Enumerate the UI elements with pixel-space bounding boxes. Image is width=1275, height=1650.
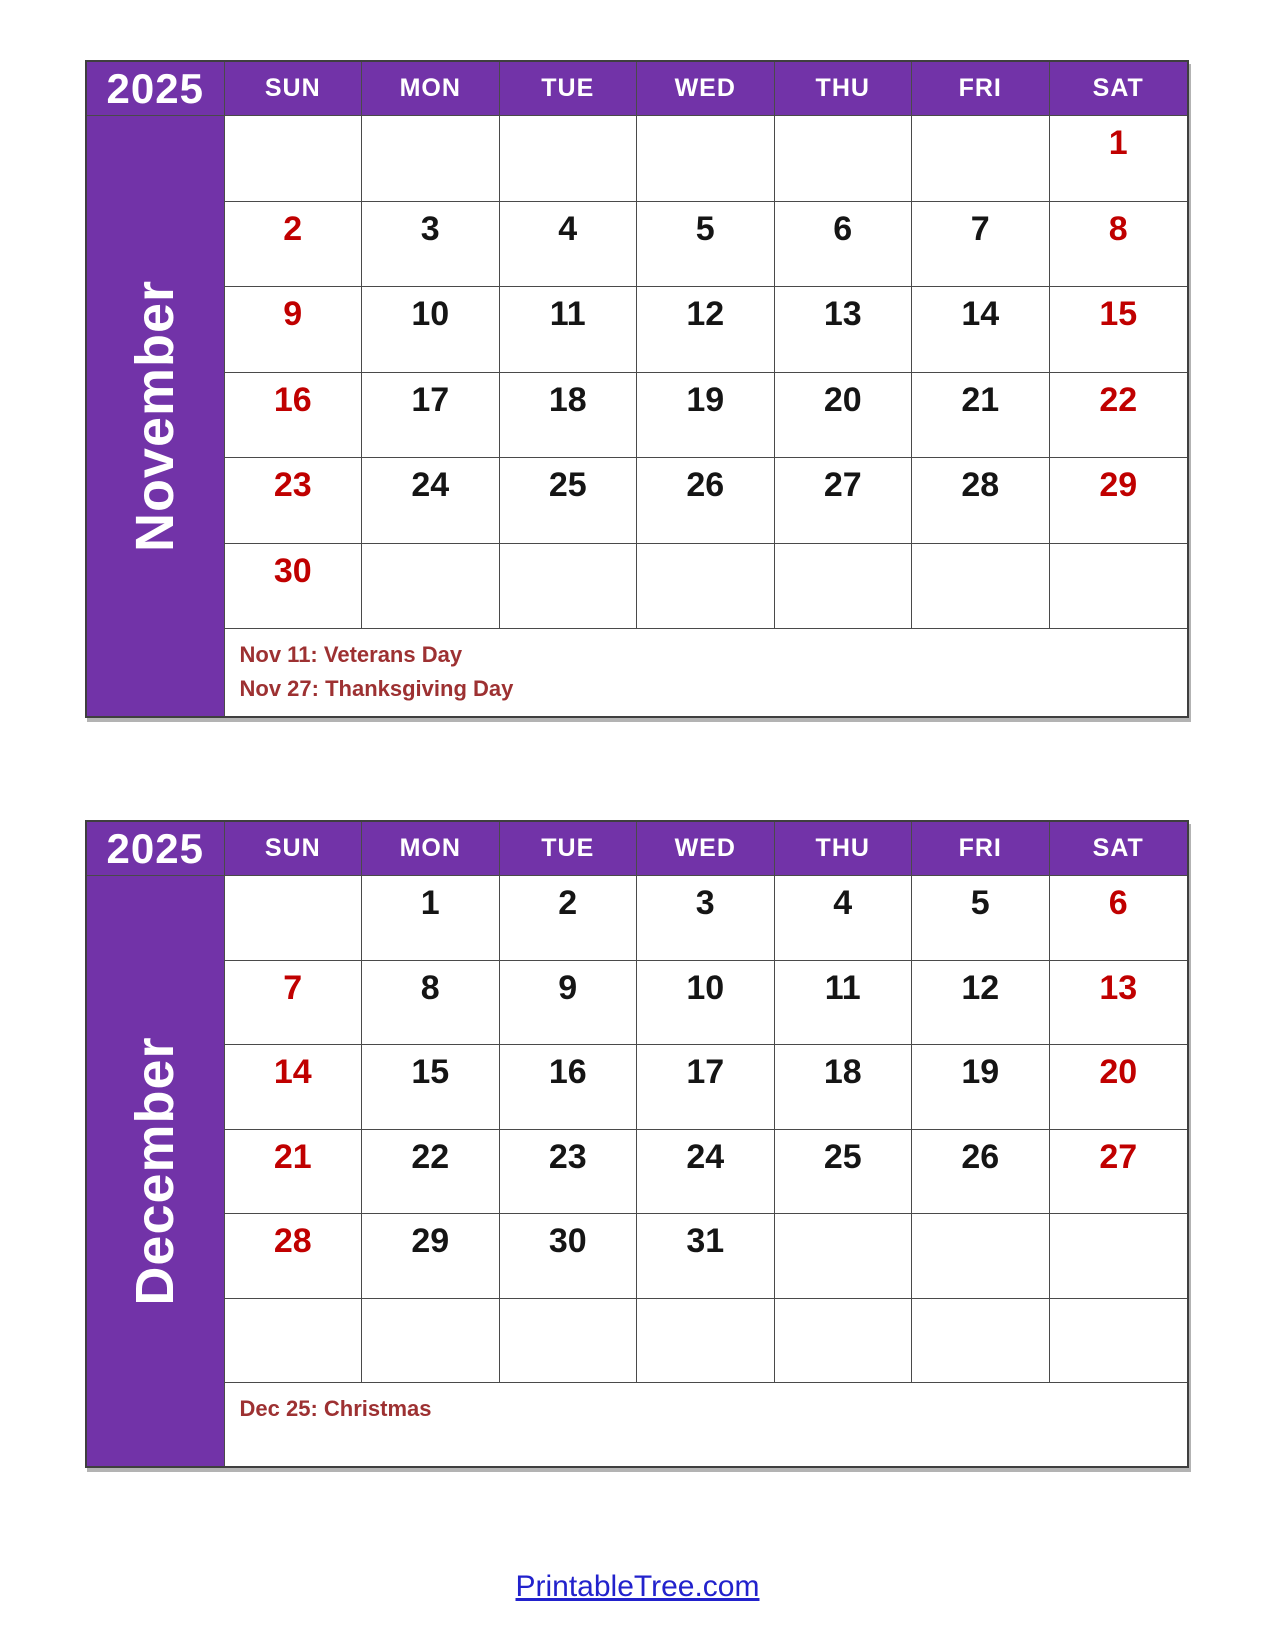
date-cell: 17 xyxy=(362,373,500,459)
date-cell: 24 xyxy=(637,1130,775,1215)
date-cell: 12 xyxy=(637,287,775,373)
weekday-header-wed: WED xyxy=(637,62,775,116)
date-cell: 6 xyxy=(775,202,913,288)
date-cell xyxy=(362,116,500,202)
calendar-december xyxy=(85,820,1189,1468)
date-cell: 7 xyxy=(225,961,363,1046)
weekday-header-sun: SUN xyxy=(225,822,363,876)
month-label-text: November xyxy=(125,279,186,553)
month-label xyxy=(87,116,225,716)
month-label-text: December xyxy=(125,1036,186,1306)
date-cell: 27 xyxy=(1050,1130,1188,1215)
date-cell xyxy=(775,1299,913,1384)
date-cell: 26 xyxy=(912,1130,1050,1215)
date-cell xyxy=(225,116,363,202)
holiday-line: Nov 27: Thanksgiving Day xyxy=(239,676,514,702)
date-cell: 9 xyxy=(225,287,363,373)
date-cell xyxy=(500,1299,638,1384)
date-cell: 3 xyxy=(637,876,775,961)
date-cell: 2 xyxy=(225,202,363,288)
weekday-header-wed: WED xyxy=(637,822,775,876)
date-cell: 16 xyxy=(225,373,363,459)
date-cell xyxy=(1050,1299,1188,1384)
weekday-header-mon: MON xyxy=(362,822,500,876)
date-cell xyxy=(912,1214,1050,1299)
date-cell: 15 xyxy=(362,1045,500,1130)
date-cell: 2 xyxy=(500,876,638,961)
date-cell: 13 xyxy=(1050,961,1188,1046)
date-cell: 10 xyxy=(362,287,500,373)
date-cell xyxy=(500,116,638,202)
date-cell: 11 xyxy=(775,961,913,1046)
date-cell: 17 xyxy=(637,1045,775,1130)
date-cell: 13 xyxy=(775,287,913,373)
weekday-header-thu: THU xyxy=(775,62,913,116)
date-cell xyxy=(1050,544,1188,630)
date-cell: 25 xyxy=(775,1130,913,1215)
year-label: 2025 xyxy=(87,822,225,876)
date-cell: 23 xyxy=(225,458,363,544)
date-cell: 26 xyxy=(637,458,775,544)
date-cell: 20 xyxy=(775,373,913,459)
date-cell: 1 xyxy=(1050,116,1188,202)
date-cell: 19 xyxy=(912,1045,1050,1130)
holiday-notes xyxy=(225,629,1188,716)
date-cell xyxy=(912,1299,1050,1384)
date-cell: 12 xyxy=(912,961,1050,1046)
holiday-line: Nov 11: Veterans Day xyxy=(239,642,463,667)
date-cell: 29 xyxy=(1050,458,1188,544)
weekday-header-tue: TUE xyxy=(500,62,638,116)
date-cell: 6 xyxy=(1050,876,1188,961)
date-cell: 4 xyxy=(775,876,913,961)
date-cell: 31 xyxy=(637,1214,775,1299)
calendar-november xyxy=(85,60,1189,718)
date-cell: 11 xyxy=(500,287,638,373)
date-cell: 4 xyxy=(500,202,638,288)
date-cell: 8 xyxy=(362,961,500,1046)
date-cell xyxy=(775,544,913,630)
date-cell: 1 xyxy=(362,876,500,961)
month-label xyxy=(87,876,225,1466)
date-cell: 23 xyxy=(500,1130,638,1215)
date-cell xyxy=(225,1299,363,1384)
date-cell: 15 xyxy=(1050,287,1188,373)
date-cell: 3 xyxy=(362,202,500,288)
date-cell: 18 xyxy=(775,1045,913,1130)
date-cell: 22 xyxy=(362,1130,500,1215)
date-cell: 28 xyxy=(225,1214,363,1299)
date-cell: 30 xyxy=(225,544,363,630)
printabletree-link[interactable]: PrintableTree.com xyxy=(515,1570,760,1603)
date-cell: 22 xyxy=(1050,373,1188,459)
date-cell: 24 xyxy=(362,458,500,544)
year-label: 2025 xyxy=(87,62,225,116)
weekday-header-mon: MON xyxy=(362,62,500,116)
weekday-header-sat: SAT xyxy=(1050,822,1188,876)
date-cell xyxy=(912,116,1050,202)
weekday-header-thu: THU xyxy=(775,822,913,876)
date-cell: 16 xyxy=(500,1045,638,1130)
date-cell xyxy=(637,544,775,630)
date-cell xyxy=(775,116,913,202)
date-cell: 29 xyxy=(362,1214,500,1299)
date-cell: 27 xyxy=(775,458,913,544)
date-cell: 5 xyxy=(912,876,1050,961)
date-cell: 14 xyxy=(912,287,1050,373)
date-cell xyxy=(775,1214,913,1299)
footer xyxy=(0,1570,1275,1604)
date-cell xyxy=(912,544,1050,630)
date-cell xyxy=(362,544,500,630)
date-cell xyxy=(225,876,363,961)
date-cell: 19 xyxy=(637,373,775,459)
date-cell: 14 xyxy=(225,1045,363,1130)
date-cell: 18 xyxy=(500,373,638,459)
weekday-header-fri: FRI xyxy=(912,62,1050,116)
weekday-header-tue: TUE xyxy=(500,822,638,876)
date-cell xyxy=(637,116,775,202)
date-cell: 21 xyxy=(225,1130,363,1215)
weekday-header-fri: FRI xyxy=(912,822,1050,876)
date-cell xyxy=(637,1299,775,1384)
holiday-line: Dec 25: Christmas xyxy=(239,1396,432,1421)
date-cell: 7 xyxy=(912,202,1050,288)
date-cell: 30 xyxy=(500,1214,638,1299)
date-cell: 21 xyxy=(912,373,1050,459)
date-cell: 20 xyxy=(1050,1045,1188,1130)
weekday-header-sun: SUN xyxy=(225,62,363,116)
weekday-header-sat: SAT xyxy=(1050,62,1188,116)
holiday-notes xyxy=(225,1383,1188,1466)
date-cell: 9 xyxy=(500,961,638,1046)
date-cell: 28 xyxy=(912,458,1050,544)
date-cell: 10 xyxy=(637,961,775,1046)
date-cell: 5 xyxy=(637,202,775,288)
date-cell: 8 xyxy=(1050,202,1188,288)
date-cell: 25 xyxy=(500,458,638,544)
date-cell xyxy=(500,544,638,630)
date-cell xyxy=(362,1299,500,1384)
date-cell xyxy=(1050,1214,1188,1299)
